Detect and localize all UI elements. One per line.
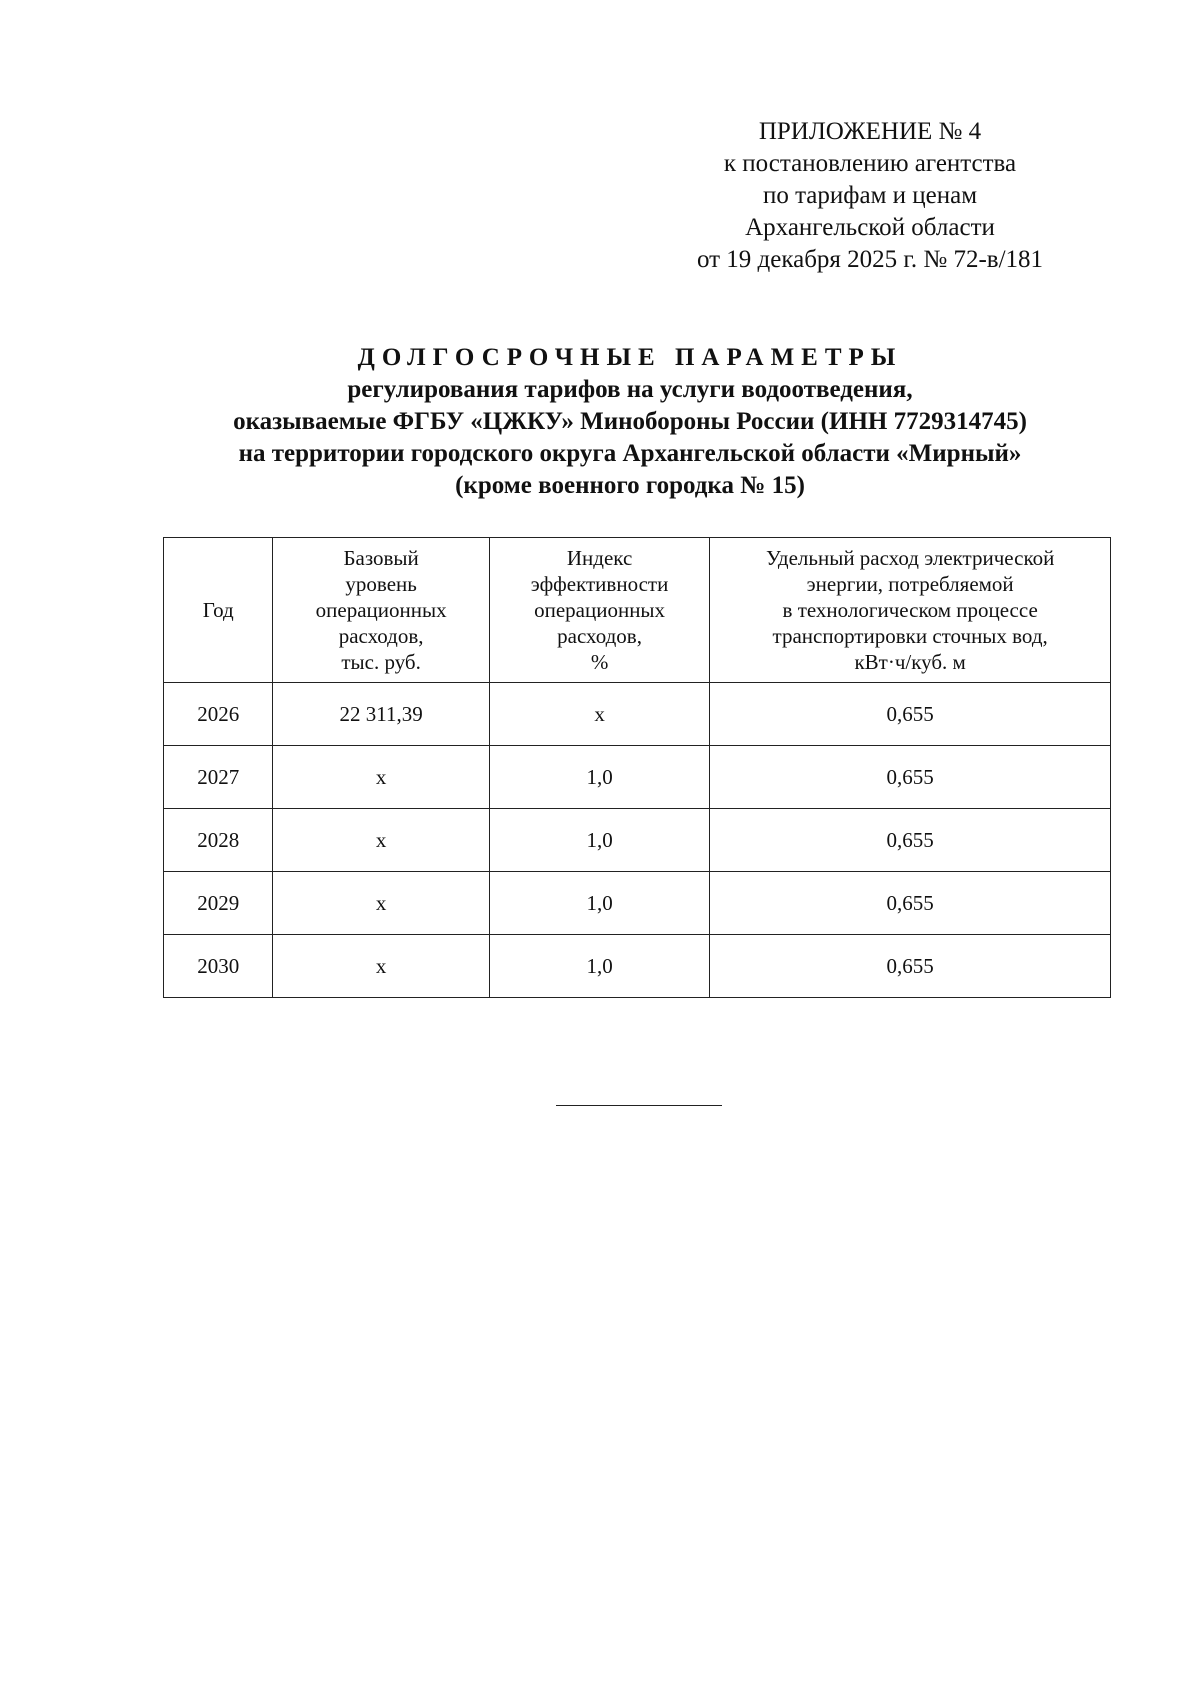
table-header-row [164,538,1111,683]
appendix-number: ПРИЛОЖЕНИЕ № 4 [758,118,982,145]
appendix-date-number: от 19 декабря 2025 г. № 72-в/181 [696,246,1044,273]
cell-energy: 0,655 [710,683,1111,746]
appendix-ref-line: Архангельской области [745,214,995,241]
title-subline: оказываемые ФГБУ «ЦЖКУ» Минобороны России (ИНН 7729314745) [233,408,1027,435]
header-line: тыс. руб. [341,650,421,674]
header-line: в технологическом процессе [782,598,1038,622]
table-row [164,872,1111,935]
cell-efficiency-index: х [489,683,710,746]
cell-efficiency-index: 1,0 [489,746,710,809]
table-row [164,746,1111,809]
header-line: энергии, потребляемой [806,572,1014,596]
cell-year: 2029 [164,872,273,935]
title-subline: на территории городского округа Архангельской области «Мирный» [238,440,1022,467]
appendix-ref-line: по тарифам и ценам [762,182,978,209]
cell-year: 2028 [164,809,273,872]
header-line: % [590,650,609,674]
header-year [164,538,273,683]
cell-year: 2030 [164,935,273,998]
header-line: Индекс [566,546,633,570]
header-line: эффективности [530,572,669,596]
header-year-line: Год [202,598,234,622]
header-efficiency-index [489,538,710,683]
table-row [164,935,1111,998]
table-row [164,683,1111,746]
cell-year: 2026 [164,683,273,746]
title-subline: (кроме военного городка № 15) [455,472,805,499]
header-line: Удельный расход электрической [765,546,1055,570]
header-line: уровень [345,572,417,596]
cell-energy: 0,655 [710,746,1111,809]
header-line: Базовый [343,546,419,570]
table-row [164,809,1111,872]
parameters-table [163,537,1111,998]
cell-base-opex: х [273,935,489,998]
header-energy-consumption [710,538,1111,683]
cell-base-opex: 22 311,39 [273,683,489,746]
header-line: операционных [534,598,666,622]
cell-base-opex: х [273,746,489,809]
cell-energy: 0,655 [710,872,1111,935]
document-title [130,342,1130,502]
cell-energy: 0,655 [710,809,1111,872]
cell-base-opex: х [273,809,489,872]
cell-base-opex: х [273,872,489,935]
cell-energy: 0,655 [710,935,1111,998]
cell-year: 2027 [164,746,273,809]
header-line: расходов, [557,624,642,648]
header-line: транспортировки сточных вод, [772,624,1048,648]
cell-efficiency-index: 1,0 [489,809,710,872]
appendix-header [640,116,1100,276]
cell-efficiency-index: 1,0 [489,935,710,998]
title-subline: регулирования тарифов на услуги водоотведения, [347,376,913,403]
header-line: операционных [315,598,447,622]
appendix-ref-line: к постановлению агентства [723,150,1017,177]
end-divider [556,1105,722,1106]
header-line: кВт·ч/куб. м [854,650,966,674]
header-line: расходов, [338,624,424,648]
cell-efficiency-index: 1,0 [489,872,710,935]
header-base-opex [273,538,489,683]
title-heading: ДОЛГОСРОЧНЫЕ ПАРАМЕТРЫ [357,344,903,371]
